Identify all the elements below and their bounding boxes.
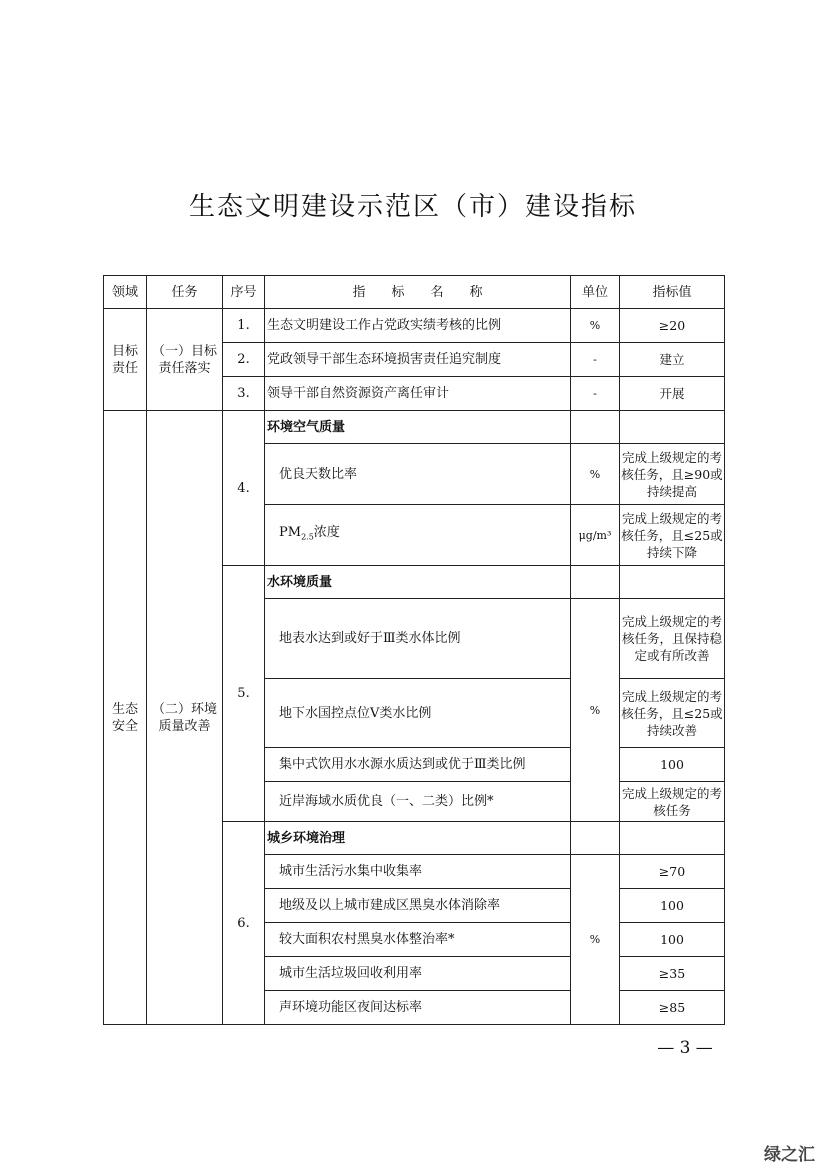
value-cell bbox=[620, 411, 725, 444]
task-cell: （二）环境质量改善 bbox=[147, 411, 223, 1025]
indicator-name: 近岸海域水质优良（一、二类）比例* bbox=[265, 782, 571, 822]
indicator-name: 领导干部自然资源资产离任审计 bbox=[265, 377, 571, 411]
header-value: 指标值 bbox=[620, 276, 725, 309]
indicator-name: 较大面积农村黑臭水体整治率* bbox=[265, 923, 571, 957]
value-cell bbox=[620, 566, 725, 599]
row-no: 3. bbox=[223, 377, 265, 411]
watermark-logo: 绿之汇 bbox=[764, 1145, 815, 1165]
value-cell: ≥35 bbox=[620, 957, 725, 991]
value-cell: 完成上级规定的考核任务，且≥90或持续提高 bbox=[620, 444, 725, 505]
indicator-table bbox=[103, 275, 725, 1025]
unit-cell bbox=[571, 822, 620, 855]
indicator-name: 城市生活垃圾回收利用率 bbox=[265, 957, 571, 991]
pm-label: PM bbox=[279, 525, 302, 541]
indicator-name: 党政领导干部生态环境损害责任追究制度 bbox=[265, 343, 571, 377]
value-cell: 完成上级规定的考核任务，且≤25或持续下降 bbox=[620, 505, 725, 566]
indicator-name: 地级及以上城市建成区黑臭水体消除率 bbox=[265, 889, 571, 923]
header-no: 序号 bbox=[223, 276, 265, 309]
unit-cell: - bbox=[571, 343, 620, 377]
unit-cell: % bbox=[571, 599, 620, 822]
row-no: 2. bbox=[223, 343, 265, 377]
unit-cell bbox=[571, 566, 620, 599]
indicator-name: 优良天数比率 bbox=[265, 444, 571, 505]
header-task: 任务 bbox=[147, 276, 223, 309]
value-cell: 100 bbox=[620, 748, 725, 782]
row-no: 1. bbox=[223, 309, 265, 343]
unit-cell: - bbox=[571, 377, 620, 411]
indicator-name: 生态文明建设工作占党政实绩考核的比例 bbox=[265, 309, 571, 343]
indicator-name: 集中式饮用水水源水质达到或优于Ⅲ类比例 bbox=[265, 748, 571, 782]
table-row bbox=[104, 309, 725, 343]
table-header-row bbox=[104, 276, 725, 309]
unit-cell: % bbox=[571, 309, 620, 343]
row-no: 6. bbox=[223, 822, 265, 1025]
row-no: 4. bbox=[223, 411, 265, 566]
header-name: 指 标 名 称 bbox=[265, 276, 571, 309]
value-cell: 建立 bbox=[620, 343, 725, 377]
domain-cell: 目标责任 bbox=[104, 309, 147, 411]
group-heading: 环境空气质量 bbox=[265, 411, 571, 444]
group-heading: 水环境质量 bbox=[265, 566, 571, 599]
group-heading: 城乡环境治理 bbox=[265, 822, 571, 855]
table-row bbox=[104, 411, 725, 444]
domain-cell: 生态安全 bbox=[104, 411, 147, 1025]
unit-cell: μg/m³ bbox=[571, 505, 620, 566]
unit-cell bbox=[571, 411, 620, 444]
value-cell bbox=[620, 822, 725, 855]
pm-subscript: 2.5 bbox=[301, 532, 314, 542]
value-cell: 完成上级规定的考核任务，且保持稳定或有所改善 bbox=[620, 599, 725, 679]
header-domain: 领域 bbox=[104, 276, 147, 309]
value-cell: 100 bbox=[620, 923, 725, 957]
value-cell: ≥70 bbox=[620, 855, 725, 889]
indicator-name: 地表水达到或好于Ⅲ类水体比例 bbox=[265, 599, 571, 679]
indicator-name: 地下水国控点位Ⅴ类水比例 bbox=[265, 679, 571, 748]
value-cell: 完成上级规定的考核任务，且≤25或持续改善 bbox=[620, 679, 725, 748]
indicator-name bbox=[265, 505, 571, 566]
indicator-name: 城市生活污水集中收集率 bbox=[265, 855, 571, 889]
value-cell: ≥85 bbox=[620, 991, 725, 1025]
value-cell: ≥20 bbox=[620, 309, 725, 343]
task-cell: （一）目标责任落实 bbox=[147, 309, 223, 411]
value-cell: 开展 bbox=[620, 377, 725, 411]
value-cell: 100 bbox=[620, 889, 725, 923]
value-cell: 完成上级规定的考核任务 bbox=[620, 782, 725, 822]
page-title: 生态文明建设示范区（市）建设指标 bbox=[188, 192, 637, 222]
pm-suffix: 浓度 bbox=[313, 525, 340, 541]
indicator-name: 声环境功能区夜间达标率 bbox=[265, 991, 571, 1025]
row-no: 5. bbox=[223, 566, 265, 822]
unit-cell: % bbox=[571, 444, 620, 505]
page-number: — 3 — bbox=[657, 1038, 713, 1058]
header-unit: 单位 bbox=[571, 276, 620, 309]
unit-cell: % bbox=[571, 855, 620, 1025]
